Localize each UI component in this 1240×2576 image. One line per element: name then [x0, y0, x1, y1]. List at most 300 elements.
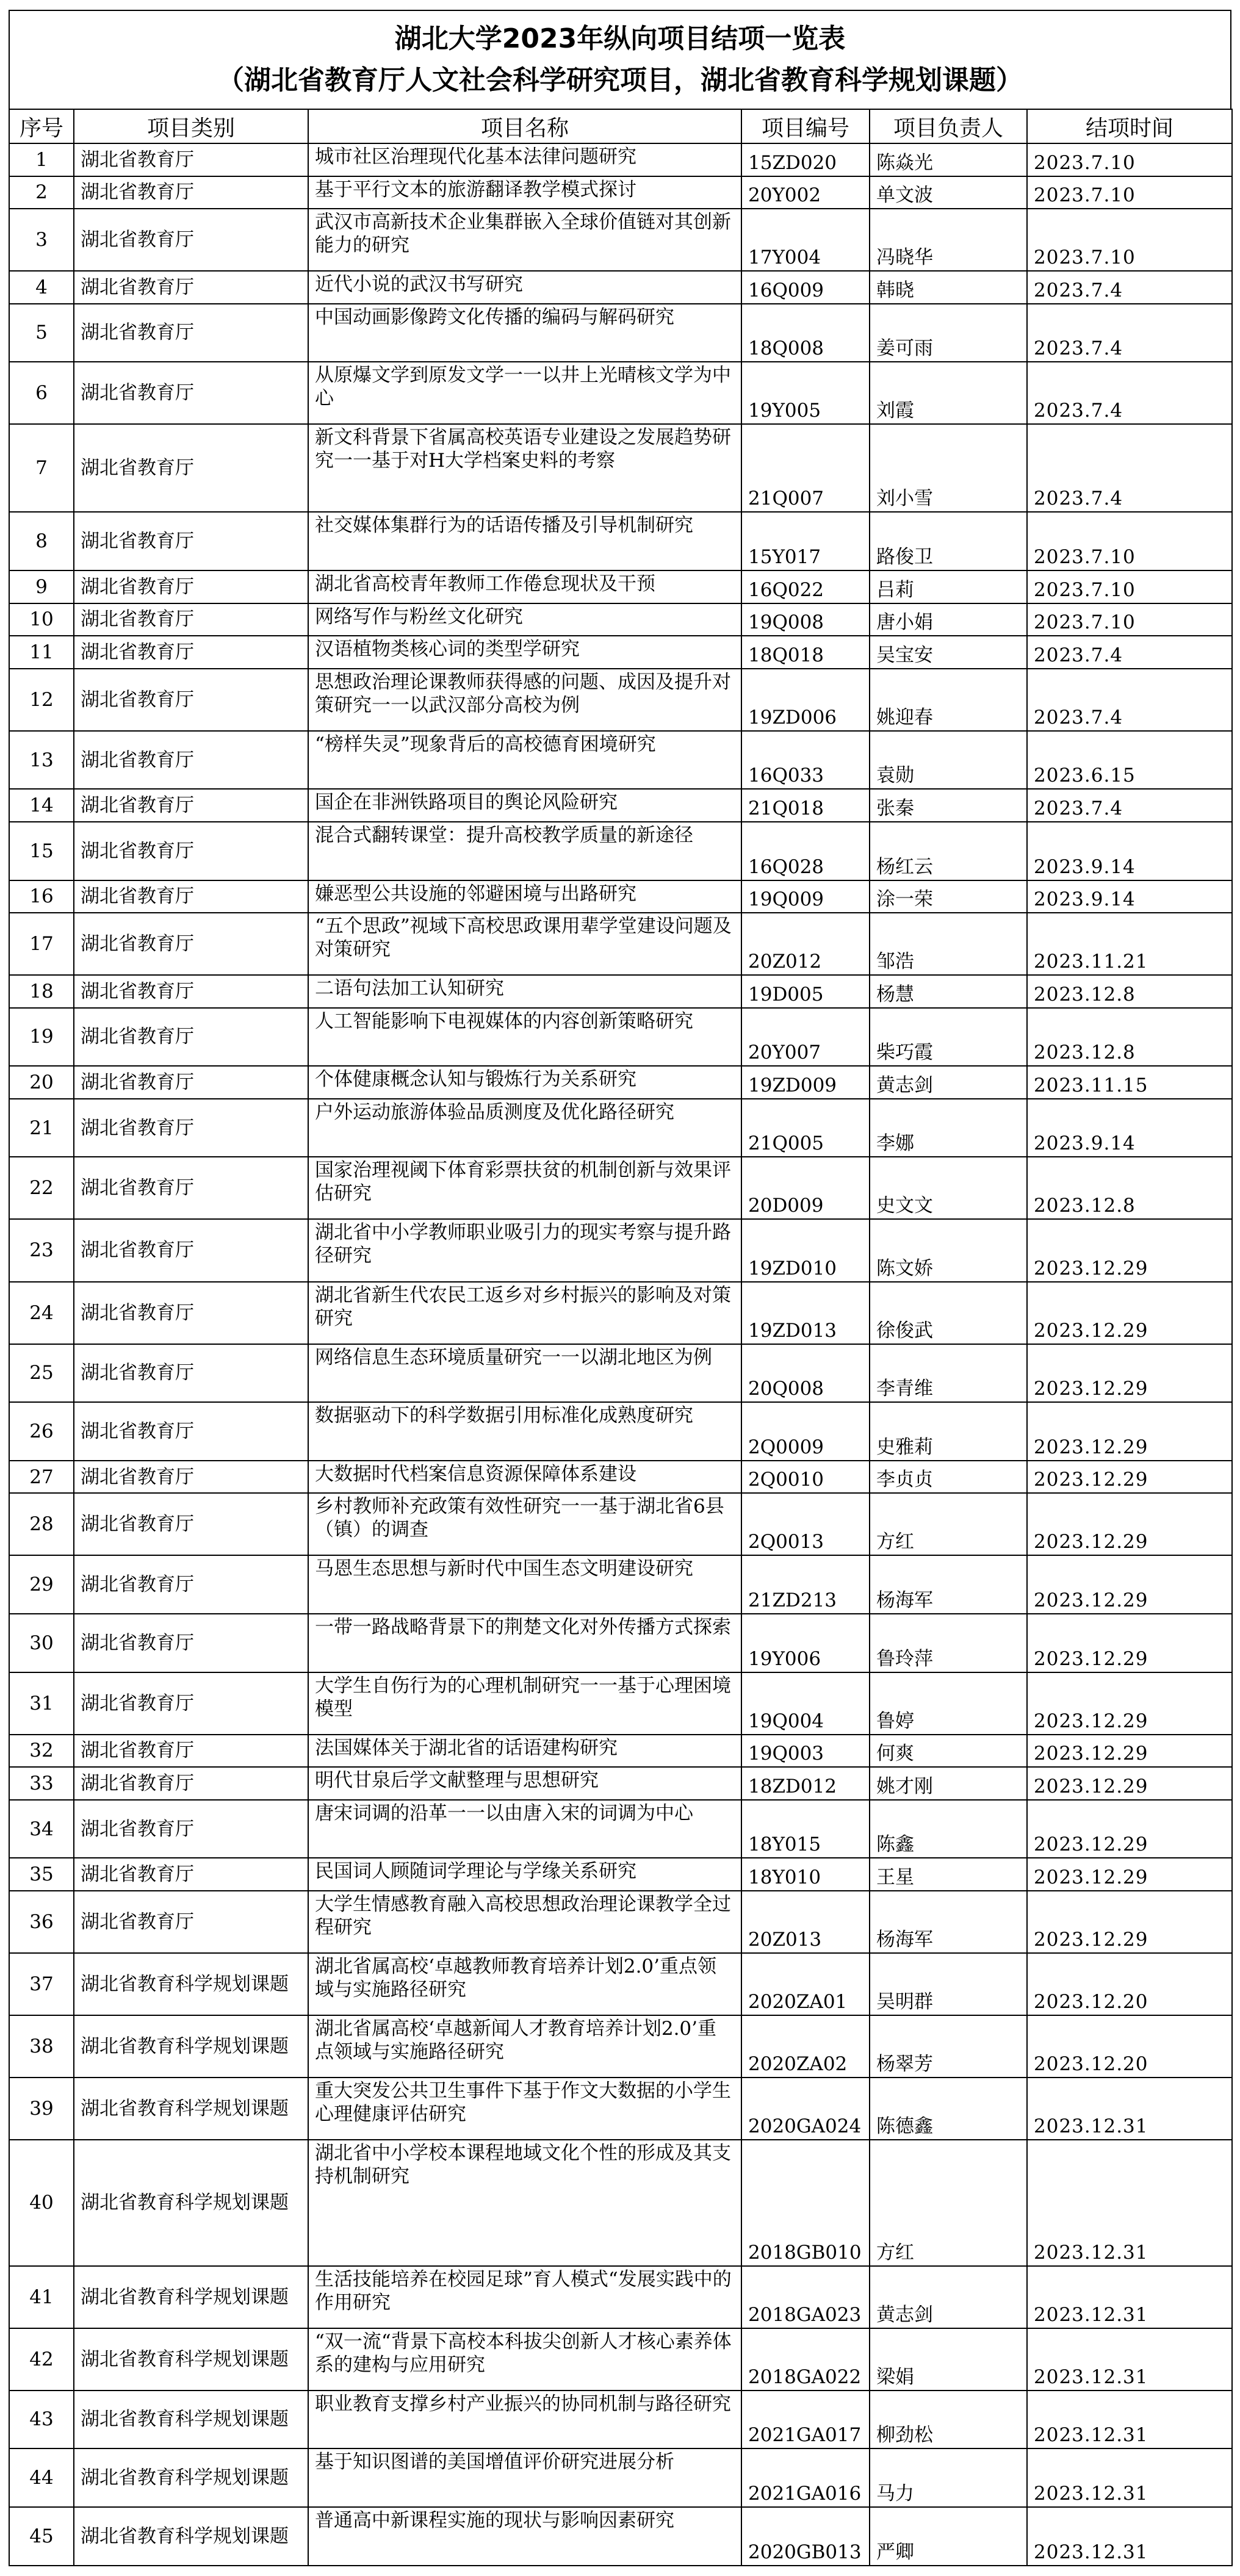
cell-project-code: 2018GA022 — [741, 2328, 870, 2391]
table-row — [9, 143, 1232, 176]
cell-leader: 黄志剑 — [870, 1066, 1027, 1099]
cell-date: 2023.12.8 — [1027, 1157, 1232, 1219]
table-row — [9, 2328, 1232, 2391]
table-row — [9, 731, 1232, 790]
cell-index: 36 — [9, 1891, 74, 1953]
cell-project-name: 法国媒体关于湖北省的话语建构研究 — [308, 1735, 741, 1768]
cell-leader: 刘霞 — [870, 362, 1027, 424]
cell-project-code: 19Y005 — [741, 362, 870, 424]
cell-leader: 鲁玲萍 — [870, 1614, 1027, 1672]
cell-project-code: 20Z012 — [741, 913, 870, 975]
cell-project-name: 唐宋词调的沿革一一以由唐入宋的词调为中心 — [308, 1800, 741, 1858]
cell-category: 湖北省教育厅 — [74, 1219, 308, 1281]
cell-index: 27 — [9, 1461, 74, 1494]
cell-index: 9 — [9, 570, 74, 603]
cell-leader: 陈焱光 — [870, 143, 1027, 176]
cell-date: 2023.7.10 — [1027, 209, 1232, 271]
cell-leader: 梁娟 — [870, 2328, 1027, 2391]
cell-leader: 史文文 — [870, 1157, 1027, 1219]
cell-index: 13 — [9, 731, 74, 790]
cell-project-code: 2Q0009 — [741, 1402, 870, 1461]
cell-project-code: 2018GA023 — [741, 2266, 870, 2328]
cell-project-code: 21Q005 — [741, 1099, 870, 1157]
cell-leader: 姚迎春 — [870, 669, 1027, 731]
cell-index: 39 — [9, 2078, 74, 2140]
cell-index: 25 — [9, 1344, 74, 1403]
cell-category: 湖北省教育科学规划课题 — [74, 2507, 308, 2566]
cell-project-code: 2020ZA02 — [741, 2015, 870, 2078]
cell-date: 2023.12.20 — [1027, 1953, 1232, 2015]
cell-category: 湖北省教育厅 — [74, 669, 308, 731]
cell-project-code: 18Q018 — [741, 636, 870, 669]
cell-category: 湖北省教育厅 — [74, 603, 308, 636]
cell-category: 湖北省教育厅 — [74, 1282, 308, 1344]
cell-project-code: 2021GA016 — [741, 2448, 870, 2507]
table-row — [9, 603, 1232, 636]
cell-leader: 严卿 — [870, 2507, 1027, 2566]
cell-date: 2023.12.29 — [1027, 1614, 1232, 1672]
cell-date: 2023.7.10 — [1027, 176, 1232, 209]
cell-project-code: 18Q008 — [741, 304, 870, 362]
cell-project-code: 2021GA017 — [741, 2391, 870, 2449]
cell-project-name: 湖北省属高校‘卓越教师教育培养计划2.0’重点领域与实施路径研究 — [308, 1953, 741, 2015]
cell-date: 2023.12.31 — [1027, 2266, 1232, 2328]
cell-leader: 杨慧 — [870, 975, 1027, 1008]
cell-leader: 史雅莉 — [870, 1402, 1027, 1461]
cell-project-name: 明代甘泉后学文献整理与思想研究 — [308, 1767, 741, 1800]
title-block — [9, 10, 1231, 109]
cell-date: 2023.12.8 — [1027, 1008, 1232, 1067]
cell-index: 38 — [9, 2015, 74, 2078]
cell-date: 2023.12.29 — [1027, 1555, 1232, 1614]
header-category: 项目类别 — [74, 109, 308, 143]
cell-project-code: 19ZD010 — [741, 1219, 870, 1281]
cell-project-name: 网络写作与粉丝文化研究 — [308, 603, 741, 636]
cell-leader: 黄志剑 — [870, 2266, 1027, 2328]
cell-category: 湖北省教育厅 — [74, 271, 308, 304]
table-row — [9, 1953, 1232, 2015]
cell-category: 湖北省教育厅 — [74, 1800, 308, 1858]
cell-leader: 柴巧霞 — [870, 1008, 1027, 1067]
cell-category: 湖北省教育科学规划课题 — [74, 2448, 308, 2507]
cell-category: 湖北省教育厅 — [74, 975, 308, 1008]
table-row — [9, 1614, 1232, 1672]
cell-leader: 柳劲松 — [870, 2391, 1027, 2449]
table-row — [9, 362, 1232, 424]
table-row — [9, 1008, 1232, 1067]
cell-leader: 方红 — [870, 2140, 1027, 2266]
cell-category: 湖北省教育科学规划课题 — [74, 1953, 308, 2015]
cell-leader: 路俊卫 — [870, 512, 1027, 570]
cell-leader: 冯晓华 — [870, 209, 1027, 271]
cell-project-code: 19D005 — [741, 975, 870, 1008]
cell-category: 湖北省教育厅 — [74, 512, 308, 570]
cell-date: 2023.11.15 — [1027, 1066, 1232, 1099]
cell-project-code: 2020GB013 — [741, 2507, 870, 2566]
cell-category: 湖北省教育科学规划课题 — [74, 2015, 308, 2078]
cell-project-name: 数据驱动下的科学数据引用标准化成熟度研究 — [308, 1402, 741, 1461]
cell-leader: 韩晓 — [870, 271, 1027, 304]
cell-project-code: 19ZD009 — [741, 1066, 870, 1099]
cell-date: 2023.12.31 — [1027, 2507, 1232, 2566]
cell-project-name: 马恩生态思想与新时代中国生态文明建设研究 — [308, 1555, 741, 1614]
cell-project-code: 16Q028 — [741, 822, 870, 880]
cell-index: 37 — [9, 1953, 74, 2015]
cell-leader: 王星 — [870, 1858, 1027, 1891]
table-row — [9, 2078, 1232, 2140]
cell-date: 2023.7.10 — [1027, 143, 1232, 176]
cell-index: 41 — [9, 2266, 74, 2328]
table-row — [9, 2391, 1232, 2449]
table-row — [9, 2448, 1232, 2507]
cell-index: 20 — [9, 1066, 74, 1099]
table-row — [9, 880, 1232, 913]
cell-index: 44 — [9, 2448, 74, 2507]
cell-category: 湖北省教育科学规划课题 — [74, 2140, 308, 2266]
cell-date: 2023.9.14 — [1027, 822, 1232, 880]
cell-category: 湖北省教育厅 — [74, 570, 308, 603]
cell-category: 湖北省教育厅 — [74, 1344, 308, 1403]
table-row — [9, 1282, 1232, 1344]
cell-index: 45 — [9, 2507, 74, 2566]
cell-project-code: 21ZD213 — [741, 1555, 870, 1614]
cell-date: 2023.6.15 — [1027, 731, 1232, 790]
cell-category: 湖北省教育厅 — [74, 1735, 308, 1768]
cell-project-code: 18ZD012 — [741, 1767, 870, 1800]
cell-leader: 杨翠芳 — [870, 2015, 1027, 2078]
cell-project-name: “榜样失灵”现象背后的高校德育困境研究 — [308, 731, 741, 790]
table-row — [9, 209, 1232, 271]
cell-leader: 姚才刚 — [870, 1767, 1027, 1800]
cell-category: 湖北省教育厅 — [74, 913, 308, 975]
cell-index: 34 — [9, 1800, 74, 1858]
cell-date: 2023.12.31 — [1027, 2140, 1232, 2266]
cell-leader: 袁勋 — [870, 731, 1027, 790]
table-row — [9, 304, 1232, 362]
cell-index: 3 — [9, 209, 74, 271]
header-row — [9, 109, 1232, 143]
cell-index: 42 — [9, 2328, 74, 2391]
header-name: 项目名称 — [308, 109, 741, 143]
header-index: 序号 — [9, 109, 74, 143]
cell-project-code: 19Q009 — [741, 880, 870, 913]
cell-date: 2023.12.31 — [1027, 2328, 1232, 2391]
cell-index: 18 — [9, 975, 74, 1008]
cell-category: 湖北省教育厅 — [74, 636, 308, 669]
cell-project-name: 从原爆文学到原发文学一一以井上光晴核文学为中心 — [308, 362, 741, 424]
table-row — [9, 1493, 1232, 1555]
cell-leader: 张秦 — [870, 789, 1027, 822]
cell-leader: 杨红云 — [870, 822, 1027, 880]
table-row — [9, 1672, 1232, 1735]
cell-index: 15 — [9, 822, 74, 880]
cell-leader: 刘小雪 — [870, 424, 1027, 512]
table-row — [9, 2015, 1232, 2078]
cell-project-code: 19Q008 — [741, 603, 870, 636]
cell-project-code: 16Q033 — [741, 731, 870, 790]
cell-project-code: 20D009 — [741, 1157, 870, 1219]
cell-project-code: 19ZD013 — [741, 1282, 870, 1344]
cell-project-code: 19Y006 — [741, 1614, 870, 1672]
table-row — [9, 1767, 1232, 1800]
table-row — [9, 1555, 1232, 1614]
cell-project-code: 16Q022 — [741, 570, 870, 603]
cell-leader: 涂一荣 — [870, 880, 1027, 913]
cell-index: 4 — [9, 271, 74, 304]
cell-date: 2023.12.31 — [1027, 2448, 1232, 2507]
table-row — [9, 1219, 1232, 1281]
cell-index: 23 — [9, 1219, 74, 1281]
cell-date: 2023.9.14 — [1027, 1099, 1232, 1157]
cell-date: 2023.7.4 — [1027, 669, 1232, 731]
cell-project-code: 19Q003 — [741, 1735, 870, 1768]
cell-project-code: 19Q004 — [741, 1672, 870, 1735]
cell-project-name: 普通高中新课程实施的现状与影响因素研究 — [308, 2507, 741, 2566]
cell-project-name: 二语句法加工认知研究 — [308, 975, 741, 1008]
cell-project-name: 乡村教师补充政策有效性研究一一基于湖北省6县（镇）的调查 — [308, 1493, 741, 1555]
header-date: 结项时间 — [1027, 109, 1232, 143]
cell-leader: 鲁婷 — [870, 1672, 1027, 1735]
cell-project-code: 19ZD006 — [741, 669, 870, 731]
cell-index: 11 — [9, 636, 74, 669]
cell-index: 32 — [9, 1735, 74, 1768]
cell-index: 2 — [9, 176, 74, 209]
header-code: 项目编号 — [741, 109, 870, 143]
cell-index: 19 — [9, 1008, 74, 1067]
cell-index: 5 — [9, 304, 74, 362]
table-row — [9, 1402, 1232, 1461]
cell-project-code: 21Q018 — [741, 789, 870, 822]
cell-index: 12 — [9, 669, 74, 731]
cell-date: 2023.12.29 — [1027, 1767, 1232, 1800]
table-row — [9, 1735, 1232, 1768]
cell-project-name: 湖北省高校青年教师工作倦怠现状及干预 — [308, 570, 741, 603]
table-row — [9, 669, 1232, 731]
cell-project-code: 15ZD020 — [741, 143, 870, 176]
cell-category: 湖北省教育厅 — [74, 1066, 308, 1099]
cell-index: 31 — [9, 1672, 74, 1735]
table-row — [9, 424, 1232, 512]
cell-date: 2023.12.29 — [1027, 1858, 1232, 1891]
cell-date: 2023.7.10 — [1027, 603, 1232, 636]
cell-date: 2023.12.29 — [1027, 1344, 1232, 1403]
cell-category: 湖北省教育厅 — [74, 1858, 308, 1891]
cell-project-code: 18Y015 — [741, 1800, 870, 1858]
cell-index: 30 — [9, 1614, 74, 1672]
cell-category: 湖北省教育科学规划课题 — [74, 2266, 308, 2328]
cell-project-name: “双一流“背景下高校本科拔尖创新人才核心素养体系的建构与应用研究 — [308, 2328, 741, 2391]
cell-category: 湖北省教育厅 — [74, 304, 308, 362]
cell-date: 2023.11.21 — [1027, 913, 1232, 975]
table-row — [9, 636, 1232, 669]
cell-category: 湖北省教育厅 — [74, 176, 308, 209]
cell-category: 湖北省教育厅 — [74, 362, 308, 424]
cell-project-name: 湖北省属高校‘卓越新闻人才教育培养计划2.0’重点领域与实施路径研究 — [308, 2015, 741, 2078]
cell-project-code: 2018GB010 — [741, 2140, 870, 2266]
cell-project-code: 20Y002 — [741, 176, 870, 209]
table-row — [9, 1891, 1232, 1953]
cell-index: 35 — [9, 1858, 74, 1891]
cell-project-code: 2Q0013 — [741, 1493, 870, 1555]
cell-leader: 杨海军 — [870, 1891, 1027, 1953]
cell-project-name: 重大突发公共卫生事件下基于作文大数据的小学生心理健康评估研究 — [308, 2078, 741, 2140]
cell-index: 24 — [9, 1282, 74, 1344]
table-row — [9, 2140, 1232, 2266]
table-row — [9, 512, 1232, 570]
cell-category: 湖北省教育厅 — [74, 1402, 308, 1461]
table-row — [9, 822, 1232, 880]
cell-index: 14 — [9, 789, 74, 822]
cell-date: 2023.7.4 — [1027, 362, 1232, 424]
cell-project-name: 思想政治理论课教师获得感的问题、成因及提升对策研究一一以武汉部分高校为例 — [308, 669, 741, 731]
cell-leader: 李青维 — [870, 1344, 1027, 1403]
cell-project-name: 基于平行文本的旅游翻译教学模式探讨 — [308, 176, 741, 209]
cell-project-code: 20Z013 — [741, 1891, 870, 1953]
cell-project-name: 城市社区治理现代化基本法律问题研究 — [308, 143, 741, 176]
cell-category: 湖北省教育厅 — [74, 1891, 308, 1953]
cell-category: 湖北省教育厅 — [74, 1157, 308, 1219]
cell-leader: 李娜 — [870, 1099, 1027, 1157]
cell-project-code: 20Q008 — [741, 1344, 870, 1403]
document-page — [9, 10, 1231, 2566]
cell-category: 湖北省教育科学规划课题 — [74, 2391, 308, 2449]
cell-leader: 陈德鑫 — [870, 2078, 1027, 2140]
cell-project-name: 湖北省新生代农民工返乡对乡村振兴的影响及对策研究 — [308, 1282, 741, 1344]
cell-project-name: 近代小说的武汉书写研究 — [308, 271, 741, 304]
cell-leader: 吴宝安 — [870, 636, 1027, 669]
table-row — [9, 570, 1232, 603]
cell-project-code: 18Y010 — [741, 1858, 870, 1891]
cell-project-name: 嫌恶型公共设施的邻避困境与出路研究 — [308, 880, 741, 913]
cell-leader: 马力 — [870, 2448, 1027, 2507]
cell-index: 6 — [9, 362, 74, 424]
cell-project-name: 职业教育支撑乡村产业振兴的协同机制与路径研究 — [308, 2391, 741, 2449]
cell-date: 2023.12.31 — [1027, 2391, 1232, 2449]
table-body — [9, 143, 1232, 2566]
cell-project-name: 生活技能培养在校园足球”育人模式“发展实践中的作用研究 — [308, 2266, 741, 2328]
cell-category: 湖北省教育厅 — [74, 731, 308, 790]
cell-project-name: 国企在非洲铁路项目的舆论风险研究 — [308, 789, 741, 822]
cell-project-name: 基于知识图谱的美国增值评价研究进展分析 — [308, 2448, 741, 2507]
cell-index: 21 — [9, 1099, 74, 1157]
cell-project-code: 2020ZA01 — [741, 1953, 870, 2015]
cell-date: 2023.12.20 — [1027, 2015, 1232, 2078]
cell-project-name: 网络信息生态环境质量研究一一以湖北地区为例 — [308, 1344, 741, 1403]
cell-category: 湖北省教育厅 — [74, 143, 308, 176]
table-row — [9, 1858, 1232, 1891]
cell-project-name: 湖北省中小学校本课程地域文化个性的形成及其支持机制研究 — [308, 2140, 741, 2266]
cell-project-name: 大学生情感教育融入高校思想政治理论课教学全过程研究 — [308, 1891, 741, 1953]
header-leader: 项目负责人 — [870, 109, 1027, 143]
cell-category: 湖北省教育厅 — [74, 1614, 308, 1672]
cell-leader: 李贞贞 — [870, 1461, 1027, 1494]
cell-project-name: 民国词人顾随词学理论与学缘关系研究 — [308, 1858, 741, 1891]
cell-leader: 陈文娇 — [870, 1219, 1027, 1281]
cell-category: 湖北省教育厅 — [74, 1099, 308, 1157]
cell-category: 湖北省教育厅 — [74, 1555, 308, 1614]
cell-index: 17 — [9, 913, 74, 975]
cell-project-name: 大学生自伤行为的心理机制研究一一基于心理困境模型 — [308, 1672, 741, 1735]
table-row — [9, 271, 1232, 304]
cell-index: 43 — [9, 2391, 74, 2449]
cell-date: 2023.12.29 — [1027, 1219, 1232, 1281]
cell-project-name: 大数据时代档案信息资源保障体系建设 — [308, 1461, 741, 1494]
table-row — [9, 1800, 1232, 1858]
cell-date: 2023.7.4 — [1027, 271, 1232, 304]
title-line-1: 湖北大学2023年纵向项目结项一览表 — [394, 23, 846, 54]
cell-category: 湖北省教育厅 — [74, 822, 308, 880]
cell-leader: 杨海军 — [870, 1555, 1027, 1614]
cell-project-name: 国家治理视阈下体育彩票扶贫的机制创新与效果评估研究 — [308, 1157, 741, 1219]
cell-category: 湖北省教育厅 — [74, 1493, 308, 1555]
cell-category: 湖北省教育厅 — [74, 424, 308, 512]
cell-date: 2023.12.29 — [1027, 1493, 1232, 1555]
cell-category: 湖北省教育科学规划课题 — [74, 2328, 308, 2391]
cell-category: 湖北省教育厅 — [74, 1767, 308, 1800]
cell-category: 湖北省教育厅 — [74, 1008, 308, 1067]
cell-date: 2023.12.29 — [1027, 1402, 1232, 1461]
cell-project-code: 2Q0010 — [741, 1461, 870, 1494]
cell-leader: 单文波 — [870, 176, 1027, 209]
cell-index: 40 — [9, 2140, 74, 2266]
cell-index: 8 — [9, 512, 74, 570]
cell-project-name: 湖北省中小学教师职业吸引力的现实考察与提升路径研究 — [308, 1219, 741, 1281]
cell-project-name: 中国动画影像跨文化传播的编码与解码研究 — [308, 304, 741, 362]
cell-category: 湖北省教育厅 — [74, 880, 308, 913]
cell-date: 2023.12.29 — [1027, 1800, 1232, 1858]
cell-index: 26 — [9, 1402, 74, 1461]
table-row — [9, 176, 1232, 209]
cell-leader: 姜可雨 — [870, 304, 1027, 362]
cell-category: 湖北省教育厅 — [74, 789, 308, 822]
cell-project-code: 17Y004 — [741, 209, 870, 271]
cell-category: 湖北省教育厅 — [74, 209, 308, 271]
table-row — [9, 975, 1232, 1008]
cell-index: 33 — [9, 1767, 74, 1800]
cell-date: 2023.12.31 — [1027, 2078, 1232, 2140]
table-row — [9, 789, 1232, 822]
table-row — [9, 1099, 1232, 1157]
cell-project-name: 户外运动旅游体验品质测度及优化路径研究 — [308, 1099, 741, 1157]
cell-project-name: 一带一路战略背景下的荆楚文化对外传播方式探索 — [308, 1614, 741, 1672]
cell-index: 29 — [9, 1555, 74, 1614]
cell-project-name: 新文科背景下省属高校英语专业建设之发展趋势研究一一基于对H大学档案史料的考察 — [308, 424, 741, 512]
cell-date: 2023.7.4 — [1027, 424, 1232, 512]
cell-project-name: 汉语植物类核心词的类型学研究 — [308, 636, 741, 669]
cell-category: 湖北省教育厅 — [74, 1461, 308, 1494]
cell-index: 7 — [9, 424, 74, 512]
table-row — [9, 1344, 1232, 1403]
cell-leader: 方红 — [870, 1493, 1027, 1555]
cell-leader: 吴明群 — [870, 1953, 1027, 2015]
cell-date: 2023.12.29 — [1027, 1672, 1232, 1735]
cell-date: 2023.9.14 — [1027, 880, 1232, 913]
cell-leader: 何爽 — [870, 1735, 1027, 1768]
title-line-2: （湖北省教育厅人文社会科学研究项目，湖北省教育科学规划课题） — [217, 65, 1023, 96]
cell-leader: 邹浩 — [870, 913, 1027, 975]
table-row — [9, 1461, 1232, 1494]
cell-index: 16 — [9, 880, 74, 913]
cell-date: 2023.7.4 — [1027, 304, 1232, 362]
cell-project-code: 2020GA024 — [741, 2078, 870, 2140]
cell-date: 2023.12.29 — [1027, 1461, 1232, 1494]
cell-leader: 陈鑫 — [870, 1800, 1027, 1858]
cell-project-name: 个体健康概念认知与锻炼行为关系研究 — [308, 1066, 741, 1099]
cell-leader: 唐小娟 — [870, 603, 1027, 636]
cell-date: 2023.12.8 — [1027, 975, 1232, 1008]
cell-category: 湖北省教育科学规划课题 — [74, 2078, 308, 2140]
cell-project-name: 人工智能影响下电视媒体的内容创新策略研究 — [308, 1008, 741, 1067]
